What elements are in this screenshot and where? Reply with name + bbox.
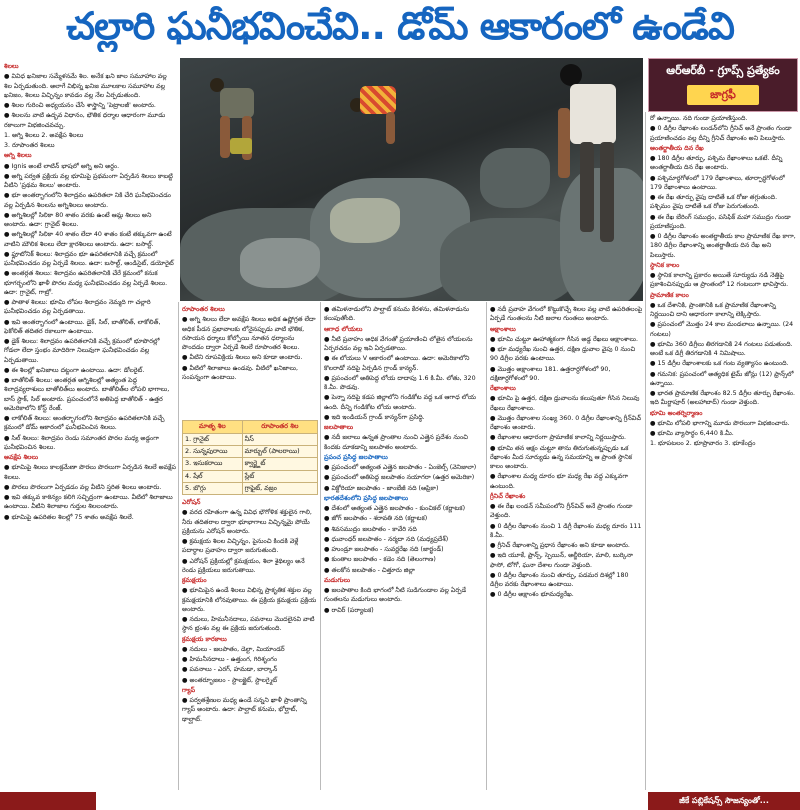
paragraph: ● అగ్నిశిలల్లో సిలికా 40 శాతం లేదా 40 శాతం కంటే తక్కువగా ఉంటే వాటిని మౌలిక శిలలు లేదా క్షారశిలలు అంటారు. ఉదా: బసాల్ట్. [4, 231, 172, 248]
paragraph: ● పాతాళ శిలలు: భూమి లోపల శిలాద్రవం నెమ్మది గా చల్లారి ఘనీభవించడం వల్ల ఏర్పడతాయి. [4, 299, 151, 316]
paragraph: ● గ్రీనిచ్ రేఖాంశాన్ని ప్రధాన రేఖాంశం అని కూడా అంటారు. [490, 542, 630, 549]
headline: చల్లారి ఘనీభవించేవి.. డోమ్ ఆకారంలో ఉండేవి [66, 4, 734, 48]
paragraph: ● భూమి చుట్టూ ఊహాత్మకంగా గీసిన అడ్డ రేఖలు అక్షాంశాలు. [490, 335, 638, 343]
footer-left-bar [0, 792, 96, 810]
badge-title: ఆర్ఆర్‌బీ - గ్రూప్స్ ప్రత్యేకం [666, 64, 780, 77]
paragraph: ● వివిధ ఖనిజాల సమ్మేళనమే శిల. అనేక ఖని జాల సమూహాల వల్ల శిల ఏర్పడుతుంది. అలాగే విభిన్న ఖనిజ మూలకాల సమూహాల వల్ల ఖనిజం, శిలలు విచ్ఛిన్నం కావడం వల్ల నేల ఏర్పడుతుంది. [4, 73, 167, 99]
table-row [183, 458, 318, 470]
paragraph: ● జోగ్ జలపాతం - శరావతి నది (కర్ణాటక) [324, 515, 428, 523]
paragraph: ● పశ్చిమార్ధగోళంలో 179 రేఖాంశాలు, తూర్పార్ధగోళంలో 179 రేఖాంశాలు ఉంటాయి. [650, 174, 785, 191]
table-row [183, 470, 318, 482]
paragraph: ● భూమి లోపలి భాగాన్ని మూడు పొరలుగా విభజించారు. [650, 419, 790, 427]
paragraph: ● నదీ జలాలు ఉన్నత ప్రాంతాల నుంచి ఎత్తైన ప్రదేశం నుంచి కిందకు దూకడాన్ని జలపాతం అంటారు. [324, 434, 468, 451]
section-heading: భారతదేశంలోని ప్రసిద్ధ జలపాతాలు [324, 494, 409, 502]
paragraph: ● ప్రపంచంలో అతిపెద్ద లోయ దాదాపు 1.6 కి.మీ. లోతు, 320 కి.మీ. పొడవు. [324, 374, 476, 391]
paragraph: ● ధువాంధర్ జలపాతం - నర్మదా నది (మధ్యప్రదేశ్) [324, 535, 449, 543]
paragraph: ● భూమి పై ఉత్తర, దక్షిణ ధ్రువాలను కలుపుతూ గీసిన నిలువు రేఖలు రేఖాంశాలు. [490, 395, 640, 412]
section-heading: రూపాంతర శిలలు [182, 306, 225, 313]
paragraph: ● 0 డిగ్రీల రేఖాంశం అంతర్జాతీయ కాల ప్రామాణిక రేఖ కాగా, 180 డిగ్రీల రేఖాంశాన్ని అంతర్జాతీయ దిన రేఖ అని పిలుస్తారు. [650, 233, 796, 259]
paragraph: ● ఈ రేఖ లండన్ సమీపంలోని గ్రీన్‌విచ్ అనే ప్రాంతం గుండా వెళ్తుంది. [490, 503, 633, 520]
paragraph: ● అంతర్గత శిలలు: శిలాద్రవం ఉపరితలానికి చేరే క్రమంలో కనుక భూగర్భంలోని ఖాళీ పొరల మధ్య ఘనీభవించడం వల్ల ఏర్పడే శిలలు. ఉదా: గ్రానైట్, గాబ్రో. [4, 270, 168, 296]
section-heading: అంతర్జాతీయ దిన రేఖ [650, 144, 704, 152]
table-header: రూపాంతర శిల [242, 421, 317, 434]
paragraph: ● భూమిపైన ఉండే శిలలు విభిన్న ప్రాకృతిక శక్తుల వల్ల క్రమక్షయానికి లోనవుతాయి. ఈ ప్రక్రియ క్రమక్షయ ప్రక్రియ అంటారు. [182, 587, 317, 613]
table-cell: నీస్ [242, 434, 317, 446]
paragraph: ● అంతర్భూజలం - స్టాలక్టైట్, స్టాలగ్మైట్ [182, 676, 278, 684]
paragraph: ● తలకోన జలపాతం - చిత్తూరు జిల్లా [324, 566, 415, 574]
paragraph: రో ఉన్నాయి. నది గుండా ప్రయాణిస్తుంది. [650, 115, 748, 122]
table-cell: 4. షేల్ [183, 470, 243, 482]
section-heading: రేఖాంశాలు [490, 385, 516, 392]
section-heading: జలపాతాలు [324, 424, 354, 431]
paragraph: ● ఈ రేఖ తూర్పు వైపు దాటితే ఒక రోజు తగ్గుతుంది. పశ్చిమం వైపు దాటితే ఒక రోజు పెరుగుతుంది. [650, 194, 778, 211]
paragraph: ● భూమి వ్యాసార్థం 6,440 కి.మీ. [650, 430, 734, 437]
paragraph: ● 0 డిగ్రీల రేఖాంశం నుంచి 1 డిగ్రీ రేఖాంశం మధ్య దూరం 111 కి.మీ. [490, 522, 642, 539]
paragraph: ● ఇది యూకే, ఫ్రాన్స్, స్పెయిన్, అల్జీరియా, మాలి, బుర్కినా ఫాసో, టోగో, ఘనా దేశాల గుండా వెళ్తుంది. [490, 552, 634, 569]
footer-bar [0, 792, 800, 810]
paragraph: ● ఎరోషన్ ప్రక్రియల్లో క్రమక్షయం, శిలా శైథిల్యం అనే రెండు ప్రక్రియలు జరుగుతాయి. [182, 557, 305, 574]
paragraph: 3. రూపాంతర శిలలు [4, 142, 55, 149]
table-cell: 1. గ్రానైట్ [183, 434, 243, 446]
paragraph: ● ఈ రేఖ బేరింగ్ సముద్రం, పసిఫిక్ మహా సముద్రం గుండా ప్రయాణిస్తుంది. [650, 213, 791, 230]
table-cell: 5. బొగ్గు [183, 482, 243, 494]
paragraph: ● 0 డిగ్రీల అక్షాంశం భూమధ్యరేఖ. [490, 591, 574, 599]
section-heading: ప్రపంచ ప్రసిద్ధ జలపాతాలు [324, 453, 388, 461]
paragraph: ● నీటి ప్రవాహం అధిక వేగంతో ప్రయాణించి లోతైన లోయలను ఏర్పరచడం వల్ల ఇవి ఏర్పడతాయి. [324, 335, 473, 352]
paragraph: ● హుండ్రూ జలపాతం - సువర్ణరేఖ నది (జార్ఖండ్) [324, 546, 444, 553]
paragraph: ● పొరలు పొరలుగా ఏర్పడడం వల్ల వీటిని స్తరిత శిలలు అంటారు. [4, 483, 162, 491]
paragraph: ● సిల్ శిలలు: శిలాద్రవం రెండు సమాంతర పొరల మధ్య అడ్డంగా ఘనీభవించిన శిలలు. [4, 434, 160, 451]
paragraph: ● రేఖాంశాల మధ్య దూరం భూ మధ్య రేఖ వద్ద ఎక్కువగా ఉంటుంది. [490, 473, 629, 490]
paragraph: ● 0 డిగ్రీల రేఖాంశం లండన్‌లోని గ్రీనిచ్ అనే ప్రాంతం గుండా ప్రయాణించడం వల్ల దీన్ని గ్రీనిచ్ రేఖాంశం అని పిలుస్తారు. [650, 125, 792, 142]
section-heading: స్థానిక కాలం [650, 261, 680, 269]
paragraph: ● భారత ప్రామాణిక రేఖాంశం 82.5 డిగ్రీల తూర్పు రేఖాంశం. ఇది మీర్జాపూర్ (అలహాబాద్) గుండా వెళ్తుంది. [650, 390, 796, 407]
paragraph: ● మొత్తం రేఖాంశాల సంఖ్య 360. 0 డిగ్రీల రేఖాంశాన్ని గ్రీన్‌విచ్ రేఖాంశం అంటారు. [490, 414, 642, 431]
section-heading: ప్రామాణిక కాలం [650, 291, 689, 299]
paragraph: ● పర్వతశ్రేణుల మధ్య ఉండే సన్నని ఖాళీ ప్రాంతాన్ని గ్యాప్ అంటారు. ఉదా: పాల్ఘాట్ కనుమ, భోర్ఘాట్, థాల్ఘాట్. [182, 697, 307, 723]
section-heading: ఎరోషన్ [182, 499, 201, 506]
paragraph: ● మొత్తం అక్షాంశాలు 181. ఉత్తరార్ధగోళంలో 90, దక్షిణార్ధగోళంలో 90. [490, 365, 611, 382]
section-heading: మడుగులు [324, 576, 350, 584]
rock-table [182, 420, 318, 495]
column-longitudes [650, 114, 796, 790]
paragraph: ● రేఖాంశాల ఆధారంగా ప్రామాణిక కాలాన్ని నిర్ణయిస్తారు. [490, 434, 627, 442]
paragraph: ● 0 డిగ్రీల రేఖాంశం నుంచి తూర్పు, పడమర దిశల్లో 180 డిగ్రీల వరకు రేఖాంశాలు ఉంటాయి. [490, 571, 629, 588]
paragraph: ● పవనాలు - ఎరగ్, హమడా, బార్కాన్ [182, 666, 278, 674]
paragraph: ● భూ అంతర్భాగంలోని శిలాద్రవం ఉపరితలా నికి చేరి ఘనీభవించడం వల్ల ఏర్పడిన శిలలను అగ్నిశిలలు అంటారు. [4, 192, 171, 209]
paragraph: ● నదీ ప్రవాహ వేగంలో కొట్టుకొచ్చే శిలల వల్ల వాటి ఉపరితలంపై ఏర్పడే గుంతలను నీటి జలాల గుంతలు అంటారు. [490, 306, 643, 323]
paragraph: ● విక్టోరియా జలపాతం - జాంబేజీ నది (ఆఫ్రికా) [324, 484, 439, 492]
column-metamorphic [182, 305, 318, 418]
column-waterfalls [324, 305, 484, 790]
paragraph: ● ప్రపంచంలో మొత్తం 24 కాల మండలాలు ఉన్నాయి. (24 గంటలు) [650, 321, 794, 338]
paragraph: ● పెన్నా నదిపై కడప జిల్లాలోని గండికోట వద్ద ఒక ఆగాధ లోయ ఉంది. దీన్ని గండికోట లోయ అంటారు. [324, 394, 477, 411]
paragraph: ● వరద రహితంగా ఉన్న వివిధ భౌగోళిక శక్తులైన గాలి, నీరు తదితరాల ద్వారా భూభాగాలు విచ్ఛిన్నమై పోయే ప్రక్రియను ఎరోషన్ అంటారు. [182, 509, 312, 535]
paragraph: ● భూ మధ్యరేఖ నుంచి ఉత్తర, దక్షిణ ధ్రువాల వైపు 0 నుంచి 90 డిగ్రీల వరకు ఉంటాయి. [490, 346, 636, 363]
paragraph: ● అగ్ని శిలలు లేదా అవక్షేప శిలలు అధిక ఉష్ణోగ్రత లేదా అధిక పీడన ప్రభావాలకు లోనైనప్పుడు వాటి భౌతిక, రసాయన ధర్మాలు కోల్పోయి నూతన ధర్మాలను పొందడం ద్వారా ఏర్పడే శిలలే రూపాంతర శిలలు. [182, 316, 316, 351]
column-latitudes [490, 305, 643, 790]
table-header: మాతృ శిల [183, 421, 243, 434]
paragraph: ● తమిళనాడులోని పాల్ఘాట్ కనుమ కేరళను, తమిళనాడును కలుపుతోంది. [324, 306, 470, 323]
table-cell: స్లేట్ [242, 470, 317, 482]
paragraph: ● భూమిపై ఉపరితల శిలల్లో 75 శాతం అవక్షేప శిలలే. [4, 513, 134, 521]
paragraph: ● నదులు, హిమనీనదాలు, పవనాలు మొదలైనవి వాటి స్థాన భ్రంశం వల్ల ఈ ప్రక్రియ జరుగుతుంది. [182, 616, 315, 633]
paragraph: ● గమనిక: ప్రపంచంలో అత్యధిక టైమ్ జోన్లు (12) ఫ్రాన్స్‌లో ఉన్నాయి. [650, 370, 794, 387]
paragraph: ● కుంతాల జలపాతం - కడెం నది (తెలంగాణ) [324, 556, 436, 564]
table-row [183, 482, 318, 494]
paragraph: ● ఈ శిలల్లో ఖనిజాలు దట్టంగా ఉంటాయి. ఉదా: డోలరైట్. [4, 366, 145, 374]
section-heading: క్రమక్షయ కారకాలు [182, 635, 227, 643]
paragraph: ● ఫ్లూటోనిక్ శిలలు: శిలాద్రవం భూ ఉపరితలానికి వచ్చే క్రమంలో ఘనీభవించడం వల్ల ఏర్పడే శిలలు. ఉదా: బసాల్ట్, ఆండిసైట్, డయోరైట్ [4, 250, 174, 267]
table-cell: 2. సున్నపురాయి [183, 446, 243, 458]
paragraph: ● భూమిపై శిలలు కాలక్రమేణా పొరలు పొరలుగా ఏర్పడిన శిలలే అవక్షేప శిలలు. [4, 464, 176, 481]
footer-credit: జీకే పబ్లికేషన్స్ సౌజన్యంతో... [648, 792, 800, 810]
paragraph: ● హిమనీనదాలు - ఉత్తుంగ, గిరిశృంగం [182, 656, 278, 663]
paragraph: ● స్థానిక కాలాన్ని ప్రకారం అయితే సూర్యుడు నడి నెత్తిపై ప్రకాశించినప్పుడు ఆ ప్రాంతంలో 12 గంటలుగా భావిస్తారు. [650, 272, 789, 289]
paragraph: ● బాతోలిత్ శిలలు: అంతర్గత అగ్నిశిలల్లో అత్యంత పెద్ద శిలాద్రవ్యరాశులు బాతోలిత్‌లు అంటారు. బాతోలిత్‌ల లోపలి భాగాలు, బాస్ స్టాక్, సిల్ అంటారు. ప్రపంచంలోనే అతిపెద్ద బాతోలిత్ - ఉత్తర అమెరికాలోని కోస్ట్ రేంజ్. [4, 377, 170, 412]
paragraph: ● భూమి తన అక్షం చుట్టూ తాను తిరుగుతున్నప్పుడు ఒక రేఖాంశం మీద సూర్యుడు ఉన్న సమయాన్ని ఆ ప్రాంత స్థానిక కాలం అంటారు. [490, 444, 633, 470]
paragraph: ● 15 డిగ్రీల రేఖాంశాలకు ఒక గంట వ్యత్యాసం ఉంటుంది. [650, 360, 789, 368]
section-heading: అవక్షేప శిలలు [4, 454, 39, 461]
paragraph: ● జలపాతాల కింది భాగంలో నీటి సుడిగుండాల వల్ల ఏర్పడే గుంతలను మడుగులు అంటారు. [324, 587, 467, 604]
section-heading: గ్రీనిచ్ రేఖాంశం [490, 492, 526, 500]
table-cell: మార్బుల్ (పాలరాయి) [242, 446, 317, 458]
column-rocks [4, 62, 176, 790]
badge-subject: జాగ్రఫీ [687, 85, 759, 105]
paragraph: ● లాకోలిత్ శిలలు: అంతర్భాగంలోని శిలాద్రవం ఉపరితలానికి వచ్చే క్రమంలో డోమ్ ఆకారంలో ఘనీభవించిన శిలలు. [4, 415, 165, 432]
section-heading: అక్షాంశాలు [490, 325, 516, 333]
column-erosion [182, 498, 318, 790]
paragraph: ● Ignis అంటే లాటిన్ భాషలో అగ్ని అని అర్థం. [4, 162, 120, 170]
paragraph: ● వీటిలో శిలాజాలు ఉండవు. వీటిలో ఖనిజాలు, సంపన్నంగా ఉంటాయి. [182, 364, 298, 381]
paragraph: ● ప్రపంచంలో అతిపెద్ద జలపాతం నయాగరా (ఉత్తర అమెరికా) [324, 474, 475, 482]
paragraph: ● ఇవి తక్కువ కాఠిన్యం కలిగి సచ్ఛిద్రంగా ఉంటాయి. వీటిలో శిలాజాలు ఉంటాయి. వీటిని శిలాజాల గుర్తుల శిలలంటారు. [4, 494, 173, 511]
table-row [183, 434, 318, 446]
table-cell: 3. ఇసుకరాయి [183, 458, 243, 470]
paragraph: ● అగ్ని పర్వత ప్రక్రియ వల్ల భూమిపై ప్రథమంగా ఏర్పడిన శిలలు కాబట్టి వీటిని 'ప్రథమ శిలలు' అంటారు. [4, 172, 173, 189]
paragraph: ● భూమి 360 డిగ్రీలు తిరగడానికి 24 గంటలు పడుతుంది. అంటే ఒక డిగ్రీ తిరగడానికి 4 నిమిషాలు. [650, 340, 793, 357]
paragraph: 1. భూపటలం 2. భూప్రావారం 3. భూకేంద్రం [650, 440, 756, 448]
coal-mine-photo [180, 58, 643, 301]
section-heading: క్రమక్షయం [182, 577, 207, 584]
paragraph: ● నదులు - జలపాతం, డెల్టా, మియాండర్ [182, 645, 285, 653]
paragraph: ● శిలలను వాటి ఉద్భవ విధానం, భౌతిక ధర్మాల ఆధారంగా మూడు రకాలుగా విభజించవచ్చు. [4, 112, 166, 129]
section-heading: గ్యాప్ [182, 686, 196, 694]
paragraph: ● ఈ లోయలు V ఆకారంలో ఉంటాయి. ఉదా: అమెరికాలోని కొలరాడో నదిపై ఏర్పడిన గ్రాండ్ కాన్యన్. [324, 355, 470, 372]
paragraph: ● అగ్నిశిలల్లో సిలికా 80 శాతం వరకు ఉంటే ఆమ్ల శిలలు అని అంటారు. ఉదా: గ్రానైట్ శిలలు. [4, 211, 152, 228]
section-heading: భూమి అంతర్నిర్మాణం [650, 409, 703, 417]
paragraph: ● 180 డిగ్రీల తూర్పు, పశ్చిమ రేఖాంశాలు ఒకటే. దీన్ని అంతర్జాతీయ దిన రేఖ అంటారు. [650, 155, 783, 172]
paragraph: ● ఇవి అంతర్భాగంలో ఉంటాయి. డైక్, సిల్, బాతోలిత్, లాకోలిత్, ఫెకోలిత్ తదితర రకాలుగా ఉంటాయి. [4, 318, 161, 335]
paragraph: ● రావిర్ (పర్యాటక) [324, 606, 374, 614]
paragraph: ● శివసముద్రం జలపాతం - కావేరి నది [324, 525, 417, 533]
paragraph: ● శిలల గురించి అధ్యయనం చేసే శాస్త్రాన్ని 'పెట్రాలజీ' అంటారు. [4, 102, 156, 109]
table-cell: గ్రాఫైట్, వజ్రం [242, 482, 317, 494]
paragraph: ● క్రమక్షయ శిలల విచ్ఛిన్నం, పైనుంచి కిందకి వెళ్లే పదార్థాల ప్రవాహం ద్వారా జరుగుతుంది. [182, 538, 299, 555]
paragraph: ● డైక్ శిలలు: శిలాద్రవం ఉపరితలానికి వచ్చే క్రమంలో భూపొరల్లో గోడలా లేదా స్తంభం మాదిరిగా నిలువుగా ఘనీభవించడం వల్ల ఏర్పడుతాయి. [4, 338, 160, 364]
paragraph: ● ఇది ఇండియన్ గ్రాండ్ కాన్యన్‌గా ప్రసిద్ధి. [324, 413, 425, 421]
paragraph: ● వీటిని రూపవిక్రియ శిలలు అని కూడా అంటారు. [182, 354, 303, 362]
paragraph: ● దేశంలో అత్యంత ఎత్తైన జలపాతం - కుంచికల్ (కర్ణాటక) [324, 505, 466, 512]
section-heading: ఆగాధ లోయలు [324, 325, 363, 333]
table-cell: క్వార్ట్జైట్ [242, 458, 317, 470]
paragraph: ● ఒక దేశానికి, ప్రాంతానికి ఒక ప్రామాణిక రేఖాంశాన్ని నిర్ణయించి దాని ఆధారంగా కాలాన్ని లెక్కిస్తారు. [650, 301, 776, 318]
section-badge [648, 58, 798, 112]
paragraph: ● ప్రపంచంలో అత్యంత ఎత్తైన జలపాతం - ఏంజెల్స్ (వెనిజులా) [324, 464, 477, 471]
paragraph: 1. అగ్ని శిలలు 2. అవక్షేప శిలలు [4, 131, 84, 139]
table-row [183, 446, 318, 458]
section-heading: శిలలు [4, 63, 19, 70]
section-heading: అగ్ని శిలలు [4, 152, 32, 160]
